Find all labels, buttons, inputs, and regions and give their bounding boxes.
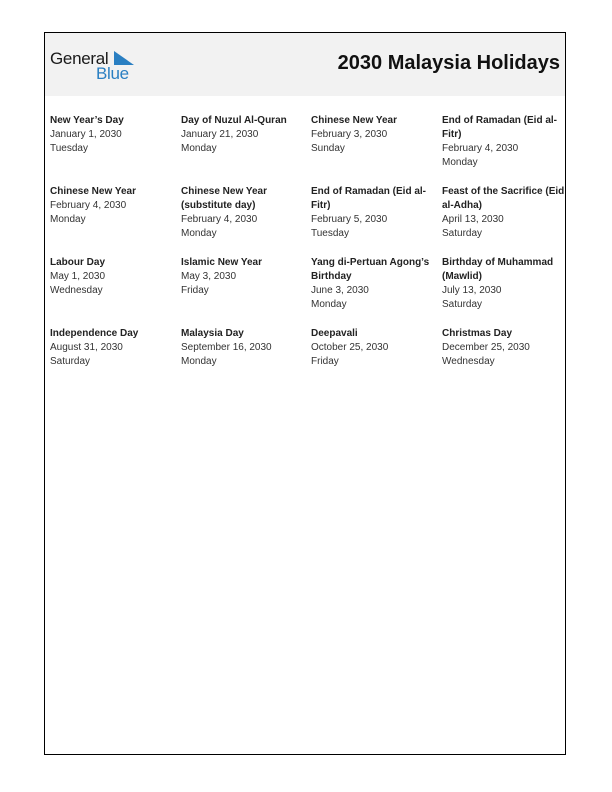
holiday-name: Day of Nuzul Al-Quran (181, 115, 287, 126)
holiday-weekday: Saturday (442, 228, 483, 239)
holiday-weekday: Wednesday (50, 285, 103, 296)
holiday-name: Islamic New Year (181, 257, 262, 268)
holiday-date: May 1, 2030 (50, 271, 106, 282)
holiday-weekday: Sunday (311, 143, 345, 154)
holiday-date: April 13, 2030 (442, 214, 504, 225)
logo-word-general: General (50, 49, 109, 68)
holiday-name: End of Ramadan (Eid al-Fitr) (442, 115, 558, 140)
header-band (45, 33, 565, 96)
holiday-date: September 16, 2030 (181, 342, 272, 353)
holiday-entry (442, 114, 566, 170)
holiday-date: January 21, 2030 (181, 129, 259, 140)
holiday-entry (311, 114, 435, 156)
holiday-weekday: Wednesday (442, 356, 495, 367)
holiday-weekday: Tuesday (311, 228, 349, 239)
holiday-name: Independence Day (50, 328, 139, 339)
holiday-row (50, 327, 570, 398)
holiday-entry (50, 185, 174, 227)
holiday-row (50, 256, 570, 327)
holiday-date: February 3, 2030 (311, 129, 388, 140)
holiday-entry (181, 185, 305, 241)
holiday-name: Deepavali (311, 328, 358, 339)
holiday-weekday: Tuesday (50, 143, 88, 154)
holiday-entry (311, 327, 435, 369)
holiday-weekday: Monday (311, 299, 347, 310)
holiday-name: Chinese New Year (311, 115, 397, 126)
holiday-entry (181, 256, 305, 298)
holiday-weekday: Monday (442, 157, 478, 168)
holiday-date: February 5, 2030 (311, 214, 388, 225)
logo-flag-icon (114, 51, 134, 65)
holiday-name: Christmas Day (442, 328, 513, 339)
holiday-date: January 1, 2030 (50, 129, 122, 140)
holiday-weekday: Saturday (50, 356, 91, 367)
holiday-weekday: Monday (50, 214, 86, 225)
holiday-row (50, 185, 570, 256)
page-title: 2030 Malaysia Holidays (337, 52, 560, 74)
holiday-weekday: Monday (181, 228, 217, 239)
holiday-entry (442, 256, 566, 312)
holiday-date: February 4, 2030 (442, 143, 519, 154)
holiday-date: May 3, 2030 (181, 271, 237, 282)
holiday-date: August 31, 2030 (50, 342, 123, 353)
holiday-entry (442, 185, 566, 241)
holiday-date: February 4, 2030 (181, 214, 258, 225)
logo-word-blue: Blue (96, 64, 129, 83)
holiday-row (50, 114, 570, 185)
holiday-entry (50, 327, 174, 369)
holiday-name: Malaysia Day (181, 328, 244, 339)
holiday-date: December 25, 2030 (442, 342, 530, 353)
holiday-weekday: Monday (181, 143, 217, 154)
holiday-name: Birthday of Muhammad (Mawlid) (442, 257, 554, 282)
holiday-weekday: Friday (311, 356, 339, 367)
holiday-entry (181, 327, 305, 369)
page-frame (44, 32, 566, 755)
holiday-name: Chinese New Year (50, 186, 136, 197)
holiday-entry (50, 256, 174, 298)
holiday-weekday: Saturday (442, 299, 483, 310)
holiday-date: February 4, 2030 (50, 200, 127, 211)
holiday-name: Feast of the Sacrifice (Eid al-Adha) (442, 186, 565, 211)
holiday-name: Yang di-Pertuan Agong’s Birthday (311, 257, 430, 282)
holiday-grid (50, 114, 570, 398)
holiday-entry (181, 114, 305, 156)
holiday-date: July 13, 2030 (442, 285, 502, 296)
holiday-weekday: Friday (181, 285, 209, 296)
holiday-name: New Year’s Day (50, 115, 124, 126)
holiday-name: Labour Day (50, 257, 106, 268)
generalblue-logo (50, 49, 140, 85)
holiday-weekday: Monday (181, 356, 217, 367)
holiday-name: Chinese New Year (substitute day) (181, 186, 267, 211)
holiday-entry (442, 327, 566, 369)
holiday-entry (311, 185, 435, 241)
holiday-entry (311, 256, 435, 312)
holiday-date: October 25, 2030 (311, 342, 389, 353)
holiday-date: June 3, 2030 (311, 285, 369, 296)
holiday-name: End of Ramadan (Eid al-Fitr) (311, 186, 427, 211)
holiday-entry (50, 114, 174, 156)
